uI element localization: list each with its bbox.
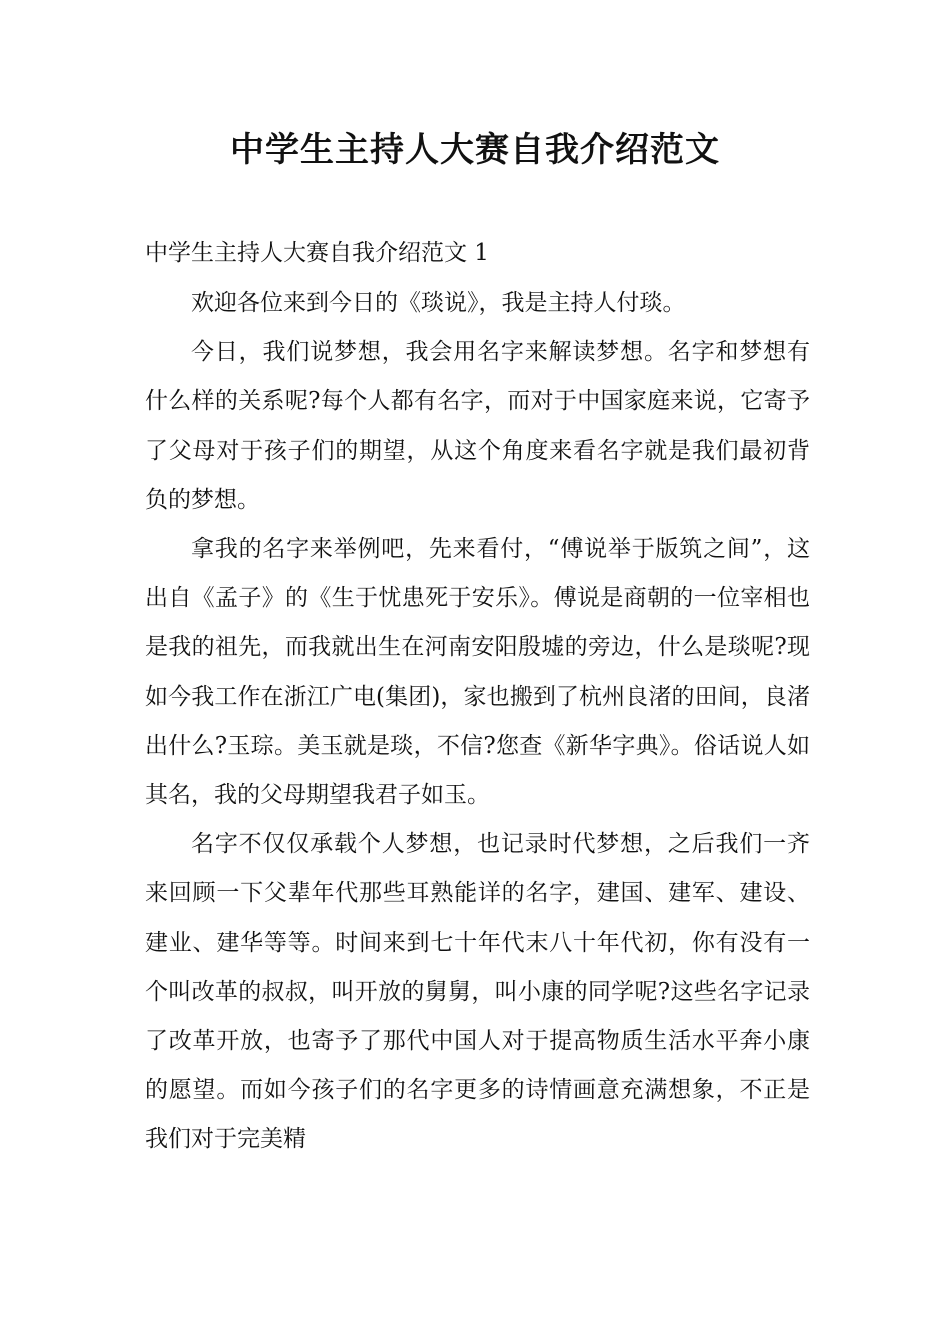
document-title: 中学生主持人大赛自我介绍范文 [230, 130, 720, 170]
section-heading: 中学生主持人大赛自我介绍范文 1 [145, 240, 489, 266]
paragraph: 欢迎各位来到今日的《琰说》，我是主持人付琰。 [191, 290, 686, 316]
paragraph: 名字不仅仅承载个人梦想，也记录时代梦想，之后我们一齐来回顾一下父辈年代那些耳熟能详的名字，建国、建军、建设、建业、建华等等。时间来到七十年代末八十年代初，你有没有一个叫改革的叔叔，叫开放的舅舅，叫小康的同学呢?这些名字记录了改革开放，也寄予了那代中国人对于提高物质生活水平奔小康的愿望。而如今孩子们的名字更多的诗情画意充满想象，不正是我们对于完美精 [145, 831, 810, 1153]
paragraph: 拿我的名字来举例吧，先来看付，“傅说举于版筑之间”，这出自《孟子》的《生于忧患死于安乐》。傅说是商朝的一位宰相也是我的祖先，而我就出生在河南安阳殷墟的旁边，什么是琰呢?现如今我工作在浙江广电(集团)，家也搬到了杭州良渚的田间，良渚出什么?玉琮。美玉就是琰，不信?您查《新华字典》。俗话说人如其名，我的父母期望我君子如玉。 [145, 536, 810, 809]
document-body [145, 228, 810, 1165]
paragraph: 今日，我们说梦想，我会用名字来解读梦想。名字和梦想有什么样的关系呢?每个人都有名字，而对于中国家庭来说，它寄予了父母对于孩子们的期望，从这个角度来看名字就是我们最初背负的梦想。 [145, 339, 810, 513]
